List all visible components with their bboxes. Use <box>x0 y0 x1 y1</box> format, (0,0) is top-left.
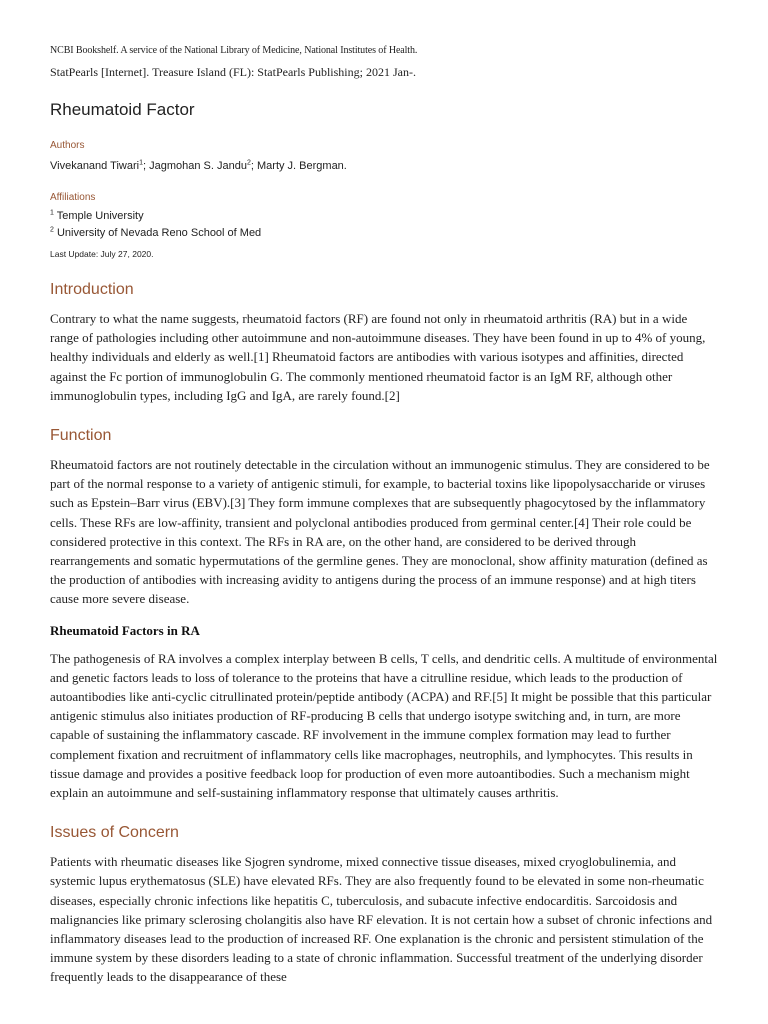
rf-in-ra-paragraph: The pathogenesis of RA involves a complex interplay between B cells, T cells, and dendritic cells. A multitude of environmental and genetic factors leads to loss of tolerance to the proteins that have a citrulline residue, which leads to the production of autoantibodies like anti-cyclic citrullinated protein/peptide antibody (ACPA) and RF.[5] It might be possible that this particular antigenic stimulus also initiates production of RF-producing B cells that undergo isotype switching and, in turn, are more capable of sustaining the inflammatory cascade. RF involvement in the immune complex formation may lead to further complement fixation and recruitment of inflammatory cells like macrophages, neutrophils, and lymphocytes. This results in tissue damage and provides a positive feedback loop for production of even more autoantibodies. Such a mechanism might explain an autoimmune and self-sustaining inflammatory response that ultimately causes arthritis. <box>50 650 718 801</box>
author-separator: ; <box>142 160 150 172</box>
author-affiliation-sup: 2 <box>246 159 251 167</box>
last-update: Last Update: July 27, 2020. <box>50 249 154 259</box>
authors-label[interactable]: Authors <box>50 140 85 151</box>
author-name[interactable]: Vivekanand Tiwari <box>50 160 140 172</box>
author-name[interactable]: Marty J. Bergman. <box>257 160 347 172</box>
subheading-rf-in-ra: Rheumatoid Factors in RA <box>50 622 200 638</box>
affiliation-text: University of Nevada Reno School of Med <box>53 227 262 239</box>
affiliation-list <box>50 208 718 242</box>
affiliation-text: Temple University <box>53 210 144 222</box>
section-heading-introduction: Introduction <box>50 281 134 298</box>
issues-paragraph: Patients with rheumatic diseases like Sjogren syndrome, mixed connective tissue diseases, mixed cryoglobulinemia, and systemic lupus erythematosus (SLE) have elevated RFs. They are also frequently found to be elevated in some non-rheumatic diseases, especially chronic infections like hepatitis C, tuberculosis, and subacute infective endocarditis. Sarcoidosis and malignancies like primary sclerosing cholangitis also have RF elevation. It is not certain how a subset of chronic infections and inflammatory diseases lead to the production of increased RF. One explanation is the chronic and persistent stimulation of the immune system by these disorders leading to a state of chronic inflammation. Successful treatment of the underlying disorder frequently leads to the disappearance of these <box>50 854 713 985</box>
publication-citation: StatPearls [Internet]. Treasure Island (FL): StatPearls Publishing; 2021 Jan-. <box>50 65 416 79</box>
affiliation-number: 1 <box>50 209 54 217</box>
section-heading-issues-of-concern: Issues of Concern <box>50 824 179 842</box>
affiliation-item <box>50 208 718 225</box>
author-name[interactable]: Jagmohan S. Jandu <box>149 160 247 172</box>
ncbi-banner: NCBI Bookshelf. A service of the National Library of Medicine, National Institutes of Health. <box>50 45 418 56</box>
article-title: Rheumatoid Factor <box>50 100 195 119</box>
author-affiliation-sup: 1 <box>139 159 143 167</box>
affiliations-label[interactable]: Affiliations <box>50 192 96 203</box>
function-paragraph: Rheumatoid factors are not routinely detectable in the circulation without an immunogenic stimulus. They are considered to be part of the normal response to a variety of antigenic stimuli, for example, to bacterial toxins like lipopolysaccharide or viruses such as Epstein–Barr virus (EBV).[3] They form immune complexes that are subsequently phagocytosed by the inflammatory cells. These RFs are low-affinity, transient and polyclonal antibodies produced from germinal center.[4] Their role could be considered protective in this context. The RFs in RA are, on the other hand, are considered to be derived through rearrangements and somatic hypermutations of the germline genes. They are monoclonal, show affinity maturation (defined as the production of antibodies with increasing avidity to antigens during the process of an immune response) and at high titers cause more severe disease. <box>50 457 710 607</box>
affiliation-number: 2 <box>50 226 54 234</box>
section-heading-function: Function <box>50 427 112 445</box>
author-list <box>50 160 718 172</box>
affiliation-item <box>50 225 718 242</box>
author-separator: ; <box>250 160 257 172</box>
introduction-paragraph: Contrary to what the name suggests, rheumatoid factors (RF) are found not only in rheumatoid arthritis (RA) but in a wide range of pathologies including other autoimmune and non-autoimmune diseases. They have been found in up to 4% of young, healthy individuals and elderly as well.[1] Rheumatoid factors are antibodies with various isotypes and affinities, directed against the Fc portion of immunoglobulin G. The commonly mentioned rheumatoid factor is an IgM RF, although other immunoglobulin types, including IgG and IgA, are rarely found.[2] <box>50 311 706 403</box>
